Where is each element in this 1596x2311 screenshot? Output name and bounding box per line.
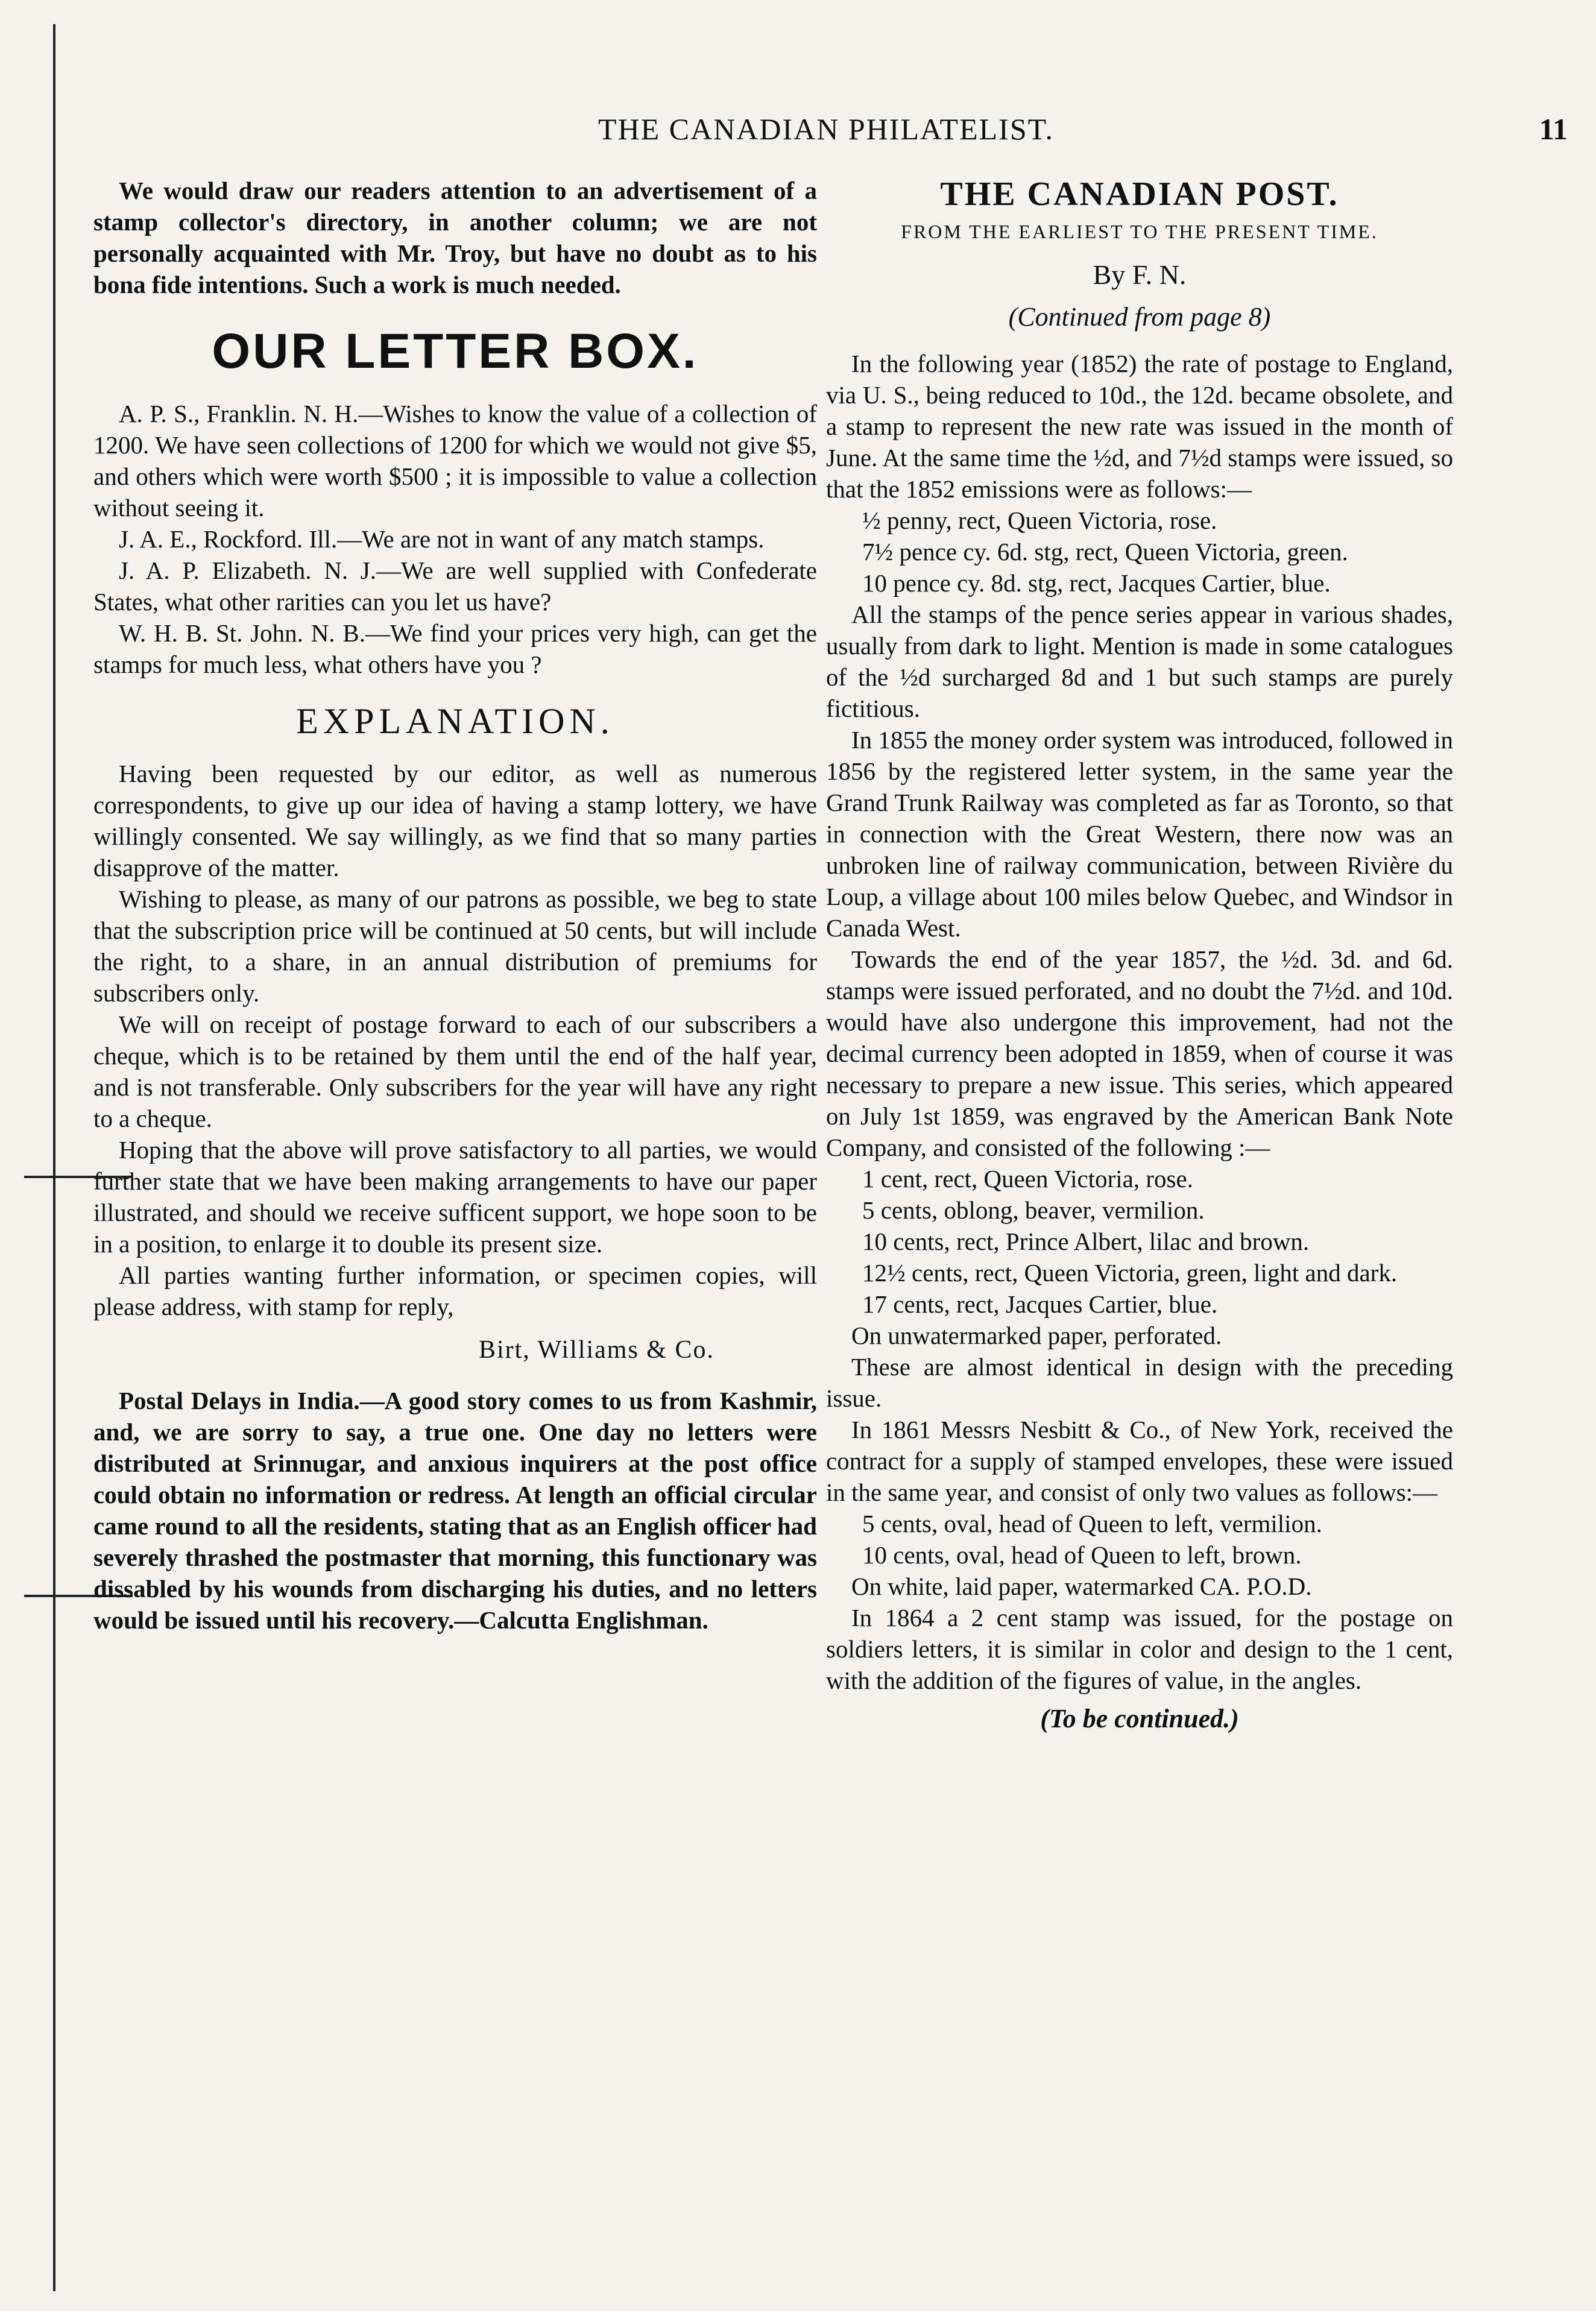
stamp-list xyxy=(826,1508,1453,1571)
page-number: 11 xyxy=(1539,112,1568,146)
list-item: 5 cents, oblong, beaver, vermilion. xyxy=(862,1196,1205,1224)
to-be-continued: (To be continued.) xyxy=(1040,1704,1239,1733)
running-title: THE CANADIAN PHILATELIST. xyxy=(598,112,1054,146)
right-column xyxy=(826,175,1453,1734)
stamp-list xyxy=(826,1163,1453,1320)
article-paragraph: In the following year (1852) the rate of postage to England, via U. S., being reduced to 10d., the 12d. became obsolete, and a stamp to represent the new rate was issued in the month of June. At the same time the ½d, and 7½d stamps were issued, so that the 1852 emissions were as follows:— xyxy=(826,350,1453,503)
article-paragraph: All the stamps of the pence series appear in various shades, usually from dark to light. Mention is made in some catalogues of the ½d surcharged 8d and 1 but such stamps are purely fictitious. xyxy=(826,601,1453,722)
list-item: 10 pence cy. 8d. stg, rect, Jacques Cartier, blue. xyxy=(862,569,1331,597)
letter-box-heading: OUR LETTER BOX. xyxy=(212,324,699,379)
postal-delays-paragraph: Postal Delays in India.—A good story comes to us from Kashmir, and, we are sorry to say, a true one. One day no letters were distributed at Srinnugar, and anxious inquirers at the post office could obtain no information or redress. At length an official circular came round to all the residents, stating that as an English officer had severely thrashed the postmaster that morning, this functionary was dissabled by his wounds from discharging his duties, and no letters would be issued until his recovery.—Calcutta Englishman. xyxy=(93,1387,817,1634)
explanation-heading: EXPLANATION. xyxy=(296,701,614,741)
explanation-paragraph: Having been requested by our editor, as well as numerous correspondents, to give up our idea of having a stamp lottery, we have willingly consented. We say willingly, as we find that so many parties disapprove of the matter. xyxy=(93,760,817,881)
article-paragraph: Towards the end of the year 1857, the ½d. 3d. and 6d. stamps were issued perforated, and no doubt the 7½d. and 10d. would have also undergone this improvement, had not the decimal currency been adopted in 1859, when of course it was necessary to prepare a new issue. This series, which appeared on July 1st 1859, was engraved by the American Bank Note Company, and consisted of the following :— xyxy=(826,945,1453,1161)
intro-paragraph: We would draw our readers attention to an advertisement of a stamp collector's directory, in another column; we are not personally acquainted with Mr. Troy, but have no doubt as to his bona fide intentions. Such a work is much needed. xyxy=(93,177,817,298)
list-item: 1 cent, rect, Queen Victoria, rose. xyxy=(862,1165,1193,1193)
list-item: ½ penny, rect, Queen Victoria, rose. xyxy=(862,506,1217,534)
explanation-paragraph: Hoping that the above will prove satisfactory to all parties, we would further state that we have been making arrangements to have our paper illustrated, and should we receive sufficent support, we hope soon to be in a position, to enlarge it to double its present size. xyxy=(93,1136,817,1258)
article-paragraph: On unwatermarked paper, perforated. xyxy=(851,1322,1222,1349)
explanation-paragraph: We will on receipt of postage forward to each of our subscribers a cheque, which is to be retained by them until the end of the half year, and is not transferable. Only subscribers for the year will have any right to a cheque. xyxy=(93,1010,817,1132)
letter-item: A. P. S., Franklin. N. H.—Wishes to know the value of a collection of 1200. We have seen collections of 1200 for which we would not give $5, and others which were worth $500 ; it is impossible to value a collection without seeing it. xyxy=(93,400,817,522)
list-item: 10 cents, oval, head of Queen to left, brown. xyxy=(862,1541,1302,1569)
list-item: 17 cents, rect, Jacques Cartier, blue. xyxy=(862,1290,1218,1318)
letter-item: W. H. B. St. John. N. B.—We find your prices very high, can get the stamps for much less, what others have you ? xyxy=(93,619,817,678)
left-column xyxy=(93,175,817,1636)
article-heading: THE CANADIAN POST. xyxy=(940,175,1339,213)
list-item: 7½ pence cy. 6d. stg, rect, Queen Victoria, green. xyxy=(862,538,1348,566)
article-subheading: FROM THE EARLIEST TO THE PRESENT TIME. xyxy=(901,221,1378,242)
margin-rule xyxy=(53,24,55,2291)
letter-item: J. A. E., Rockford. Ill.—We are not in want of any match stamps. xyxy=(119,525,765,553)
list-item: 10 cents, rect, Prince Albert, lilac and brown. xyxy=(862,1228,1310,1255)
list-item: 5 cents, oval, head of Queen to left, vermilion. xyxy=(862,1510,1322,1537)
list-item: 12½ cents, rect, Queen Victoria, green, light and dark. xyxy=(862,1259,1398,1287)
article-paragraph: In 1861 Messrs Nesbitt & Co., of New York, received the contract for a supply of stamped envelopes, these were issued in the same year, and consist of only two values as follows:— xyxy=(826,1416,1453,1506)
continued-note: (Continued from page 8) xyxy=(1008,302,1271,332)
article-paragraph: On white, laid paper, watermarked CA. P.O.D. xyxy=(851,1572,1312,1600)
byline: By F. N. xyxy=(1093,259,1187,290)
article-paragraph: In 1855 the money order system was introduced, followed in 1856 by the registered letter system, in the same year the Grand Trunk Railway was completed as far as Toronto, so that in connection with the Great Western, there now was an unbroken line of railway communication, between Rivière du Loup, a village about 100 miles below Quebec, and Windsor in Canada West. xyxy=(826,726,1453,942)
letter-item: J. A. P. Elizabeth. N. J.—We are well supplied with Confederate States, what other rarities can you let us have? xyxy=(93,556,817,616)
stamp-list xyxy=(826,505,1453,599)
article-paragraph: These are almost identical in design with the preceding issue. xyxy=(826,1353,1453,1412)
explanation-paragraph: Wishing to please, as many of our patrons as possible, we beg to state that the subscription price will be continued at 50 cents, but will include the right, to a share, in an annual distribution of premiums for subscribers only. xyxy=(93,885,817,1007)
page-header xyxy=(84,112,1568,154)
signature: Birt, Williams & Co. xyxy=(478,1336,714,1364)
article-paragraph: In 1864 a 2 cent stamp was issued, for the postage on soldiers letters, it is similar in color and design to the 1 cent, with the addition of the figures of value, in the angles. xyxy=(826,1604,1453,1694)
explanation-paragraph: All parties wanting further information, or specimen copies, will please address, with stamp for reply, xyxy=(93,1261,817,1320)
